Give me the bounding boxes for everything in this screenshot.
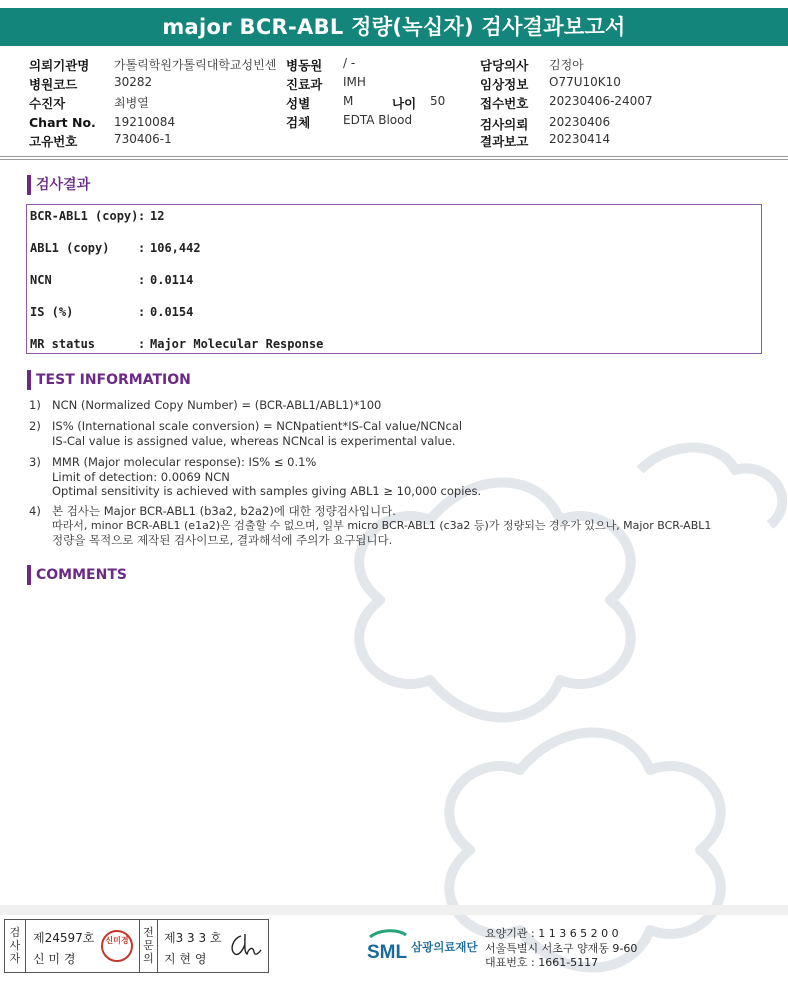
result-row bbox=[30, 241, 201, 255]
address-line: 서울특별시 서초구 양재동 9-60 bbox=[485, 941, 638, 955]
result-row bbox=[30, 209, 164, 223]
item-line: 따라서, minor BCR-ABL1 (e1a2)은 검출할 수 없으며, 일부 micro BCR-ABL1 (c3a2 등)가 정량되는 경우가 있으나, Major BCR-ABL1 bbox=[52, 518, 712, 532]
comments-heading: COMMENTS bbox=[27, 565, 127, 585]
report-title: major BCR-ABL 정량(녹십자) 검사결과보고서 bbox=[0, 8, 788, 46]
item-line: 본 검사는 Major BCR-ABL1 (b3a2, b2a2)에 대한 정량검사입니다. bbox=[52, 504, 396, 518]
result-colon: : bbox=[138, 273, 146, 287]
result-row bbox=[30, 305, 193, 319]
info-label: 나이 bbox=[392, 96, 417, 111]
specialist-number: 제3 3 3 호 bbox=[164, 931, 222, 945]
info-value: O77U10K10 bbox=[549, 75, 621, 89]
divider bbox=[0, 159, 788, 160]
address-line: 대표번호 : 1661-5117 bbox=[485, 956, 599, 969]
seal-stamp: 신미경 bbox=[101, 930, 133, 962]
results-box bbox=[26, 204, 762, 354]
address-block bbox=[485, 927, 637, 971]
info-label: 결과보고 bbox=[480, 134, 529, 149]
result-key: BCR-ABL1 (copy) bbox=[30, 209, 139, 223]
signature-graphic bbox=[227, 930, 263, 962]
info-label: 병동원 bbox=[286, 58, 323, 73]
inspector-name: 신 미 경 bbox=[33, 952, 76, 966]
info-value: 김정아 bbox=[549, 58, 584, 72]
result-row bbox=[30, 273, 193, 287]
info-value: 20230406 bbox=[549, 115, 611, 129]
result-value: 0.0154 bbox=[150, 305, 194, 319]
item-line: 정량을 목적으로 제작된 검사이므로, 결과해석에 주의가 요구됩니다. bbox=[52, 533, 393, 547]
item-number: 2) bbox=[29, 419, 41, 433]
item-number: 4) bbox=[29, 504, 41, 518]
logo-text: SML bbox=[367, 942, 408, 963]
info-label: 고유번호 bbox=[29, 134, 78, 149]
inspector-label-text: 검사자 bbox=[9, 926, 21, 965]
inspector-label bbox=[5, 920, 26, 972]
info-label: 성별 bbox=[286, 96, 311, 111]
result-row bbox=[30, 337, 323, 351]
logo-mark-icon bbox=[366, 929, 410, 963]
results-heading: 검사결과 bbox=[27, 175, 90, 195]
info-label: 담당의사 bbox=[480, 58, 529, 73]
info-value: 50 bbox=[430, 94, 446, 108]
item-line: IS% (International scale conversion) = NCNpatient*IS-Cal value/NCNcal bbox=[52, 419, 463, 433]
result-colon: : bbox=[138, 241, 146, 255]
info-label: 진료과 bbox=[286, 77, 323, 92]
item-line: Limit of detection: 0.0069 NCN bbox=[52, 469, 230, 484]
info-label: 병원코드 bbox=[29, 77, 78, 92]
info-value: IMH bbox=[343, 75, 366, 89]
result-key: IS (%) bbox=[30, 305, 74, 319]
info-value: 가톨릭학원가톨릭대학교성빈센 bbox=[114, 58, 277, 72]
specialist-name: 지 현 영 bbox=[164, 952, 207, 966]
sml-logo bbox=[366, 929, 410, 967]
result-colon: : bbox=[138, 337, 146, 351]
info-value: M bbox=[343, 94, 354, 108]
address-line: 요양기관 : 1 1 3 6 5 2 0 0 bbox=[485, 927, 619, 940]
item-line: IS-Cal value is assigned value, whereas NCNcal is experimental value. bbox=[52, 433, 456, 448]
info-value: EDTA Blood bbox=[343, 113, 413, 127]
result-value: 12 bbox=[150, 209, 165, 223]
result-colon: : bbox=[138, 209, 146, 223]
item-line: MMR (Major molecular response): IS% ≤ 0.1% bbox=[52, 455, 317, 469]
info-value: 20230414 bbox=[549, 132, 611, 146]
info-label: Chart No. bbox=[29, 115, 96, 130]
info-value: 30282 bbox=[114, 75, 153, 89]
info-label: 의뢰기관명 bbox=[29, 58, 90, 73]
info-label: 수진자 bbox=[29, 96, 66, 111]
item-line: NCN (Normalized Copy Number) = (BCR-ABL1/ABL1)*100 bbox=[52, 398, 382, 412]
result-key: NCN bbox=[30, 273, 52, 287]
inspector-number: 제24597호 bbox=[33, 931, 95, 945]
info-value: 19210084 bbox=[114, 115, 176, 129]
result-key: ABL1 (copy) bbox=[30, 241, 110, 255]
info-value: 최병열 bbox=[114, 96, 149, 110]
result-value: Major Molecular Response bbox=[150, 337, 324, 351]
info-label: 임상정보 bbox=[480, 77, 529, 92]
info-value: 20230406-24007 bbox=[549, 94, 653, 108]
info-value: 730406-1 bbox=[114, 132, 172, 146]
result-value: 0.0114 bbox=[150, 273, 194, 287]
specialist-label-text: 전문의 bbox=[143, 926, 154, 965]
footer-band bbox=[0, 905, 788, 915]
result-key: MR status bbox=[30, 337, 96, 351]
specialist-label bbox=[139, 920, 158, 972]
signature-box bbox=[4, 919, 269, 973]
result-colon: : bbox=[138, 305, 146, 319]
result-value: 106,442 bbox=[150, 241, 201, 255]
info-label: 검체 bbox=[286, 115, 311, 130]
divider bbox=[0, 156, 788, 157]
test-info-heading: TEST INFORMATION bbox=[27, 370, 191, 390]
info-label: 접수번호 bbox=[480, 96, 529, 111]
item-line: Optimal sensitivity is achieved with samples giving ABL1 ≥ 10,000 copies. bbox=[52, 484, 482, 498]
item-number: 1) bbox=[29, 398, 41, 412]
info-value: / - bbox=[343, 56, 356, 70]
info-label: 검사의뢰 bbox=[480, 117, 529, 132]
item-number: 3) bbox=[29, 455, 41, 469]
company-name: 삼광의료재단 bbox=[411, 940, 478, 954]
